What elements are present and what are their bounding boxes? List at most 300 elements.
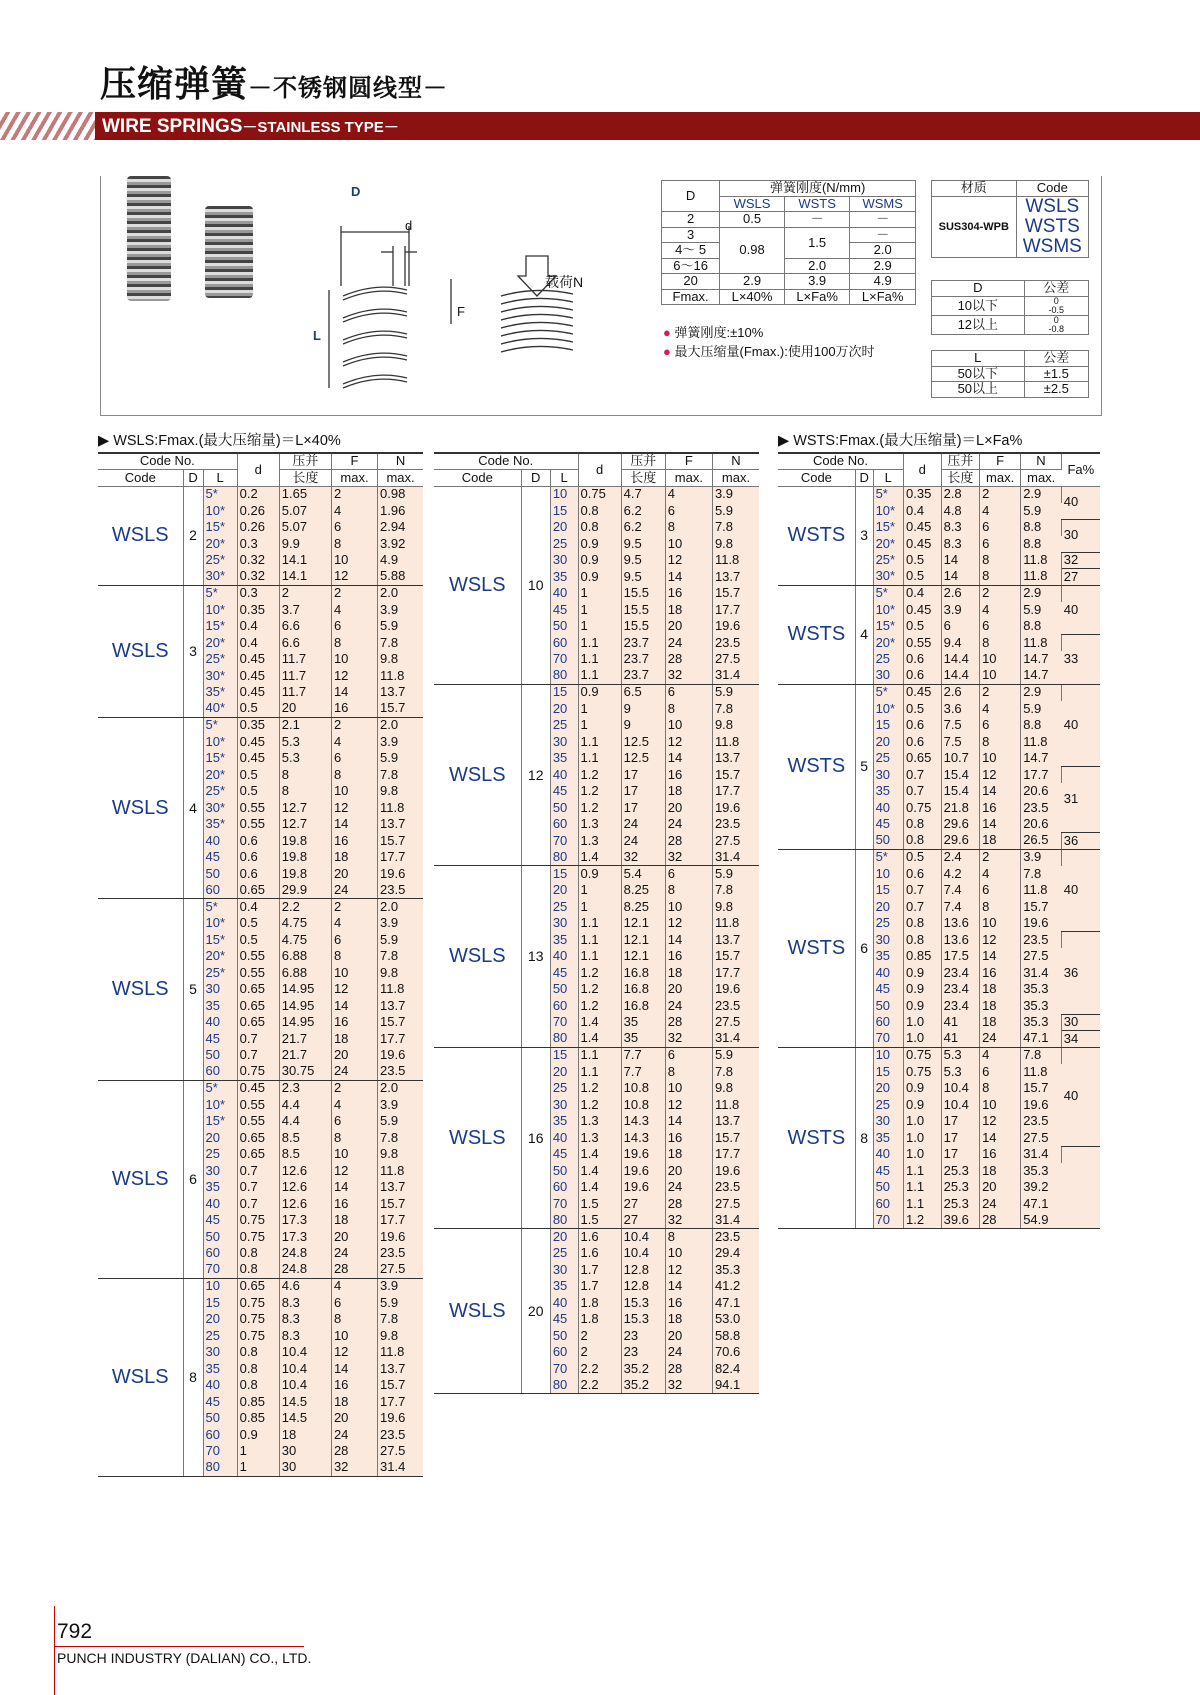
value-cell: 0.8: [904, 915, 942, 932]
value-cell: 1.4: [578, 1163, 621, 1180]
spring-photo-1: [127, 176, 171, 301]
value-cell: 8.8: [1021, 717, 1062, 734]
value-cell: 16: [331, 1014, 377, 1031]
value-cell: 12.5: [621, 734, 665, 751]
value-cell: 1.7: [578, 1278, 621, 1295]
value-cell: 18: [331, 1212, 377, 1229]
value-cell: 14: [665, 750, 712, 767]
value-cell: 13.7: [712, 932, 759, 949]
value-cell: 0.9: [904, 1080, 942, 1097]
value-cell: 0.5: [237, 932, 279, 949]
value-cell: 19.6: [712, 1163, 759, 1180]
value-cell: 8.3: [941, 519, 979, 536]
value-cell: 0.9: [578, 684, 621, 701]
th-L: L: [203, 470, 237, 487]
value-cell: 9: [621, 701, 665, 718]
value-cell: 0.75: [904, 1047, 942, 1064]
value-cell: 0.75: [904, 800, 942, 817]
value-cell: 1.8: [578, 1295, 621, 1312]
value-cell: 5.9: [1021, 701, 1062, 718]
l-cell: 25: [550, 536, 578, 553]
th-nmax: max.: [1021, 470, 1062, 487]
l-cell: 15: [203, 1295, 237, 1312]
fa-cell: 30: [1061, 519, 1100, 552]
value-cell: 28: [331, 1443, 377, 1460]
value-cell: 20: [331, 1047, 377, 1064]
value-cell: 1.4: [578, 1146, 621, 1163]
value-cell: 4.2: [941, 866, 979, 883]
value-cell: 14.4: [941, 668, 979, 685]
value-cell: 18: [980, 1014, 1021, 1031]
l-cell: 45: [550, 1146, 578, 1163]
value-cell: 19.6: [378, 1047, 423, 1064]
value-cell: 47.1: [712, 1295, 759, 1312]
value-cell: 0.6: [237, 833, 279, 850]
value-cell: 35.3: [1021, 981, 1062, 998]
value-cell: 18: [665, 783, 712, 800]
l-cell: 80: [550, 1212, 578, 1229]
value-cell: 18: [665, 602, 712, 619]
value-cell: 8.25: [621, 899, 665, 916]
value-cell: 39.6: [941, 1212, 979, 1229]
l-cell: 25: [550, 1080, 578, 1097]
value-cell: 11.8: [378, 981, 423, 998]
value-cell: 2: [980, 849, 1021, 866]
value-cell: 7.4: [941, 899, 979, 916]
value-cell: 0.6: [904, 668, 942, 685]
value-cell: 16.8: [621, 998, 665, 1015]
value-cell: 6.2: [621, 503, 665, 520]
value-cell: 14: [331, 684, 377, 701]
th-code: Code: [98, 470, 183, 487]
value-cell: 2: [980, 585, 1021, 602]
l-cell: 30: [550, 1097, 578, 1114]
value-cell: 1: [578, 882, 621, 899]
l-cell: 10: [873, 866, 903, 883]
value-cell: 1.4: [578, 1014, 621, 1031]
value-cell: 12: [331, 800, 377, 817]
l-cell: 60: [550, 998, 578, 1015]
l-cell: 60: [203, 1245, 237, 1262]
spring-photo-2: [205, 206, 253, 298]
th-L: L: [873, 470, 903, 487]
value-cell: 7.7: [621, 1064, 665, 1081]
value-cell: 16: [980, 965, 1021, 982]
code-cell: WSLS: [98, 717, 183, 899]
l-cell: 30: [203, 1344, 237, 1361]
value-cell: 12: [331, 668, 377, 685]
d-cell: 6: [183, 1080, 203, 1278]
value-cell: 0.3: [237, 585, 279, 602]
th-n: N: [1021, 453, 1062, 470]
value-cell: 15.3: [621, 1311, 665, 1328]
value-cell: 5.3: [279, 750, 331, 767]
value-cell: 10: [980, 1097, 1021, 1114]
value-cell: 5.9: [378, 1295, 423, 1312]
value-cell: 16: [665, 948, 712, 965]
value-cell: 0.4: [237, 899, 279, 916]
value-cell: 14: [331, 1361, 377, 1378]
value-cell: 41: [941, 1031, 979, 1048]
l-cell: 25*: [873, 552, 903, 569]
value-cell: 12.7: [279, 816, 331, 833]
value-cell: 2: [331, 1080, 377, 1097]
value-cell: 1.3: [578, 1113, 621, 1130]
value-cell: 0.45: [237, 684, 279, 701]
fa-cell: 34: [1061, 1031, 1100, 1048]
value-cell: 47.1: [1021, 1196, 1062, 1213]
value-cell: 17.3: [279, 1229, 331, 1246]
d-cell: 5: [855, 684, 873, 849]
value-cell: 13.7: [378, 998, 423, 1015]
value-cell: 21.8: [941, 800, 979, 817]
d-cell: 5: [183, 899, 203, 1081]
l-cell: 15: [550, 1047, 578, 1064]
value-cell: 20: [980, 1179, 1021, 1196]
value-cell: 3.9: [712, 486, 759, 503]
code-cell: WSLS: [434, 866, 521, 1048]
table-row: [98, 1278, 423, 1295]
l-cell: 5*: [873, 486, 903, 503]
l-cell: 25: [550, 717, 578, 734]
fa-cell: 30: [1061, 1014, 1100, 1031]
value-cell: 0.65: [237, 1278, 279, 1295]
value-cell: 15.7: [712, 1130, 759, 1147]
value-cell: 0.45: [237, 668, 279, 685]
value-cell: 8: [331, 1311, 377, 1328]
value-cell: 23.7: [621, 668, 665, 685]
value-cell: 18: [980, 1163, 1021, 1180]
value-cell: 4.4: [279, 1097, 331, 1114]
value-cell: 0.55: [237, 1113, 279, 1130]
value-cell: 1.1: [578, 1047, 621, 1064]
value-cell: 2.2: [279, 899, 331, 916]
value-cell: 11.8: [1021, 882, 1062, 899]
table-row: [98, 486, 423, 503]
value-cell: 5.9: [712, 684, 759, 701]
value-cell: 31.4: [712, 1212, 759, 1229]
d-cell: 4: [183, 717, 203, 899]
value-cell: 10: [980, 915, 1021, 932]
d-cell: 3: [855, 486, 873, 585]
th-n: N: [378, 453, 423, 470]
value-cell: 8: [980, 635, 1021, 652]
value-cell: 10: [331, 783, 377, 800]
value-cell: 16: [665, 767, 712, 784]
value-cell: 29.6: [941, 833, 979, 850]
l-cell: 60: [550, 1344, 578, 1361]
value-cell: 10.4: [279, 1361, 331, 1378]
value-cell: 6: [941, 618, 979, 635]
value-cell: 10: [665, 1245, 712, 1262]
d-cell: 10: [521, 486, 550, 684]
value-cell: 24: [980, 1196, 1021, 1213]
value-cell: 58.8: [712, 1328, 759, 1345]
value-cell: 2.94: [378, 519, 423, 536]
l-cell: 35: [873, 948, 903, 965]
value-cell: 19.8: [279, 833, 331, 850]
value-cell: 0.35: [237, 602, 279, 619]
l-cell: 15: [550, 684, 578, 701]
fa-cell: 36: [1061, 932, 1100, 1015]
value-cell: 0.9: [578, 569, 621, 586]
value-cell: 2.6: [941, 585, 979, 602]
value-cell: 1.1: [578, 635, 621, 652]
value-cell: 31.4: [1021, 965, 1062, 982]
value-cell: 5.9: [378, 750, 423, 767]
value-cell: 0.5: [904, 701, 942, 718]
value-cell: 8.3: [279, 1328, 331, 1345]
l-cell: 60: [873, 1014, 903, 1031]
value-cell: 7.8: [712, 882, 759, 899]
value-cell: 17: [941, 1113, 979, 1130]
band-hatch: [0, 112, 95, 140]
value-cell: 32: [665, 1377, 712, 1394]
l-cell: 15*: [203, 519, 237, 536]
value-cell: 24: [621, 833, 665, 850]
value-cell: 4: [331, 734, 377, 751]
l-cell: 50: [203, 866, 237, 883]
value-cell: 9.9: [279, 536, 331, 553]
value-cell: 11.8: [712, 734, 759, 751]
value-cell: 23.5: [712, 816, 759, 833]
value-cell: 35.3: [1021, 1014, 1062, 1031]
value-cell: 13.7: [378, 816, 423, 833]
value-cell: 15.7: [378, 701, 423, 718]
table-row: [98, 899, 423, 916]
value-cell: 17.5: [941, 948, 979, 965]
value-cell: 35.3: [712, 1262, 759, 1279]
value-cell: 19.6: [712, 618, 759, 635]
value-cell: 17: [621, 767, 665, 784]
value-cell: 2: [980, 684, 1021, 701]
value-cell: 3.6: [941, 701, 979, 718]
value-cell: 0.75: [237, 1229, 279, 1246]
value-cell: 17.7: [378, 1031, 423, 1048]
l-cell: 35: [550, 750, 578, 767]
value-cell: 18: [980, 981, 1021, 998]
fa-cell: 40: [1061, 486, 1100, 519]
l-cell: 35: [203, 1179, 237, 1196]
l-cell: 25: [550, 1245, 578, 1262]
value-cell: 16: [665, 585, 712, 602]
value-cell: 0.5: [904, 618, 942, 635]
value-cell: 15.7: [1021, 1080, 1062, 1097]
l-cell: 40: [550, 767, 578, 784]
value-cell: 28: [665, 1014, 712, 1031]
value-cell: 17.7: [1021, 767, 1062, 784]
value-cell: 6: [665, 1047, 712, 1064]
th-nmax: max.: [712, 470, 759, 487]
code-cell: WSTS: [778, 585, 855, 684]
value-cell: 12: [980, 1113, 1021, 1130]
value-cell: 28: [665, 1196, 712, 1213]
l-cell: 40: [203, 1377, 237, 1394]
l-cell: 45: [873, 816, 903, 833]
value-cell: 27: [621, 1212, 665, 1229]
value-cell: 1.1: [904, 1196, 942, 1213]
value-cell: 9.8: [712, 717, 759, 734]
l-cell: 30: [873, 767, 903, 784]
l-cell: 35: [873, 1130, 903, 1147]
value-cell: 18: [279, 1427, 331, 1444]
value-cell: 2: [331, 899, 377, 916]
value-cell: 25.3: [941, 1179, 979, 1196]
th-nmax: max.: [378, 470, 423, 487]
th-yb: 压并: [941, 453, 979, 470]
value-cell: 1.5: [578, 1196, 621, 1213]
d-cell: 2: [183, 486, 203, 585]
value-cell: 6: [331, 750, 377, 767]
value-cell: 0.9: [578, 866, 621, 883]
value-cell: 20: [665, 1328, 712, 1345]
value-cell: 1.0: [904, 1113, 942, 1130]
l-cell: 70: [550, 651, 578, 668]
value-cell: 30: [279, 1443, 331, 1460]
value-cell: 11.8: [378, 668, 423, 685]
value-cell: 1.3: [578, 816, 621, 833]
fa-cell: 32: [1061, 552, 1100, 569]
l-cell: 35: [550, 932, 578, 949]
value-cell: 1: [578, 585, 621, 602]
value-cell: 3.9: [941, 602, 979, 619]
value-cell: 9.8: [378, 1146, 423, 1163]
value-cell: 11.8: [712, 552, 759, 569]
value-cell: 32: [665, 1031, 712, 1048]
value-cell: 5.9: [378, 1113, 423, 1130]
value-cell: 20: [331, 1229, 377, 1246]
value-cell: 0.8: [237, 1344, 279, 1361]
value-cell: 4.9: [378, 552, 423, 569]
value-cell: 12: [665, 915, 712, 932]
value-cell: 2.8: [941, 486, 979, 503]
value-cell: 1.0: [904, 1130, 942, 1147]
value-cell: 18: [331, 849, 377, 866]
code-cell: WSLS: [434, 486, 521, 684]
value-cell: 20: [665, 1163, 712, 1180]
code-cell: WSLS: [434, 684, 521, 866]
d-cell: 8: [855, 1047, 873, 1229]
value-cell: 16: [665, 1295, 712, 1312]
l-cell: 10: [203, 1278, 237, 1295]
value-cell: 0.32: [237, 569, 279, 586]
l-cell: 40: [550, 585, 578, 602]
l-cell: 35: [203, 998, 237, 1015]
value-cell: 31.4: [712, 1031, 759, 1048]
th-D: D: [855, 470, 873, 487]
value-cell: 27.5: [712, 1014, 759, 1031]
value-cell: 9.8: [712, 1080, 759, 1097]
l-cell: 10*: [203, 602, 237, 619]
value-cell: 1.3: [578, 1130, 621, 1147]
value-cell: 35.2: [621, 1377, 665, 1394]
th-yb: 压并: [279, 453, 331, 470]
value-cell: 16.8: [621, 965, 665, 982]
value-cell: 12: [980, 767, 1021, 784]
th-f: F: [665, 453, 712, 470]
value-cell: 14.7: [1021, 750, 1062, 767]
value-cell: 0.9: [904, 965, 942, 982]
value-cell: 16: [331, 1377, 377, 1394]
value-cell: 1.6: [578, 1229, 621, 1246]
value-cell: 0.45: [904, 602, 942, 619]
value-cell: 0.7: [904, 899, 942, 916]
l-cell: 45: [203, 849, 237, 866]
value-cell: 18: [331, 1394, 377, 1411]
l-cell: 25: [203, 1146, 237, 1163]
l-cell: 40: [550, 1295, 578, 1312]
l-cell: 70: [873, 1212, 903, 1229]
value-cell: 0.8: [237, 1377, 279, 1394]
value-cell: 9.8: [378, 783, 423, 800]
value-cell: 21.7: [279, 1031, 331, 1048]
value-cell: 2.0: [378, 585, 423, 602]
value-cell: 2: [578, 1328, 621, 1345]
value-cell: 14.5: [279, 1394, 331, 1411]
value-cell: 12: [331, 981, 377, 998]
l-cell: 10*: [873, 503, 903, 520]
value-cell: 0.45: [904, 536, 942, 553]
wsls-table-1: [98, 452, 423, 1477]
code-cell: WSLS: [98, 585, 183, 717]
l-cell: 25: [203, 1328, 237, 1345]
value-cell: 0.75: [237, 1295, 279, 1312]
value-cell: 0.45: [237, 1080, 279, 1097]
value-cell: 17.7: [712, 965, 759, 982]
value-cell: 8: [331, 948, 377, 965]
l-cell: 5*: [203, 1080, 237, 1097]
table-row: [778, 684, 1100, 701]
code-cell: WSLS: [98, 1080, 183, 1278]
value-cell: 0.65: [237, 1146, 279, 1163]
value-cell: 6: [665, 684, 712, 701]
value-cell: 3.9: [1021, 849, 1062, 866]
l-cell: 40: [873, 800, 903, 817]
value-cell: 9.5: [621, 552, 665, 569]
l-cell: 35*: [203, 816, 237, 833]
value-cell: 2.0: [378, 899, 423, 916]
value-cell: 6: [331, 932, 377, 949]
value-cell: 12: [980, 932, 1021, 949]
value-cell: 0.5: [237, 701, 279, 718]
value-cell: 0.45: [237, 750, 279, 767]
value-cell: 23.4: [941, 998, 979, 1015]
value-cell: 0.9: [578, 536, 621, 553]
value-cell: 0.65: [237, 1014, 279, 1031]
l-cell: 25: [873, 750, 903, 767]
value-cell: 10: [665, 1080, 712, 1097]
value-cell: 0.75: [237, 1212, 279, 1229]
value-cell: 14: [980, 816, 1021, 833]
value-cell: 15.5: [621, 602, 665, 619]
value-cell: 0.6: [904, 651, 942, 668]
value-cell: 1: [578, 602, 621, 619]
value-cell: 0.2: [237, 486, 279, 503]
value-cell: 14.1: [279, 552, 331, 569]
l-cell: 30: [550, 915, 578, 932]
value-cell: 28: [980, 1212, 1021, 1229]
value-cell: 4.75: [279, 932, 331, 949]
th-cd: 长度: [621, 470, 665, 487]
fa-cell: 40: [1061, 684, 1100, 767]
value-cell: 19.6: [378, 1410, 423, 1427]
value-cell: 35.3: [1021, 998, 1062, 1015]
value-cell: 35: [621, 1014, 665, 1031]
value-cell: 13.7: [712, 750, 759, 767]
value-cell: 4: [980, 701, 1021, 718]
value-cell: 2: [980, 486, 1021, 503]
l-cell: 15*: [203, 1113, 237, 1130]
